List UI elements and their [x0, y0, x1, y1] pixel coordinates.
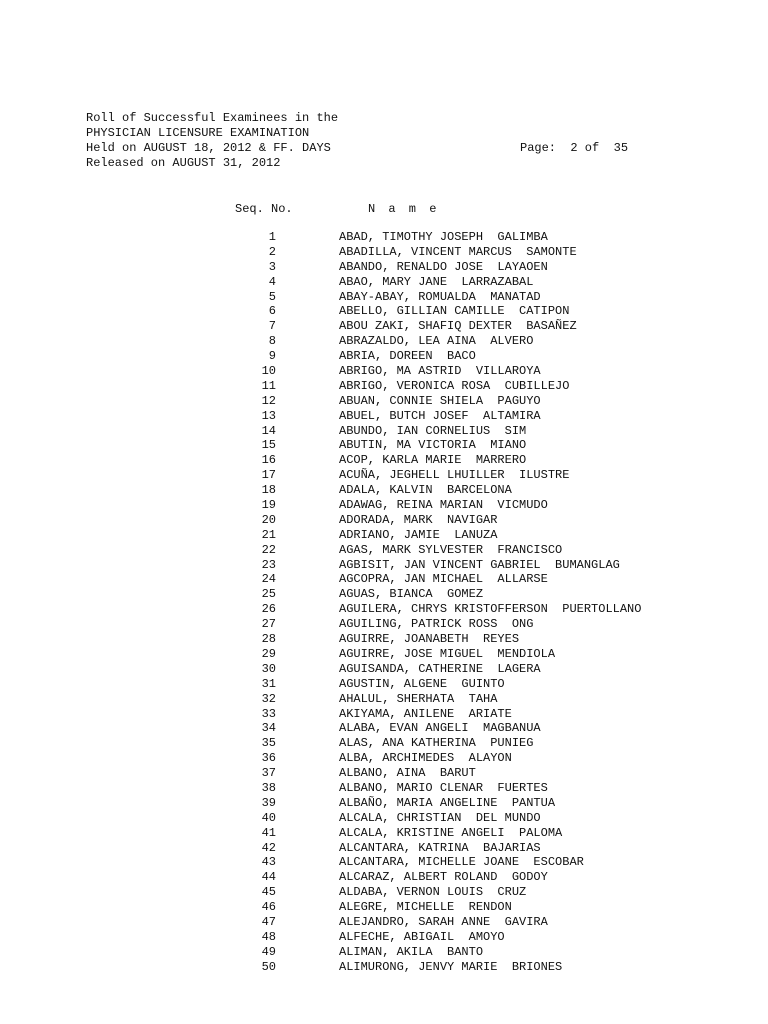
- examinee-name: ABAO, MARY JANE LARRAZABAL: [339, 274, 534, 289]
- examinee-row: [0, 930, 768, 945]
- seq-number: 22: [261, 542, 276, 557]
- examinee-row: [0, 468, 768, 483]
- examinee-row: [0, 513, 768, 528]
- examinee-name: ACUÑA, JEGHELL LHUILLER ILUSTRE: [339, 468, 570, 483]
- seq-number: 32: [261, 691, 276, 706]
- examinee-name: ABUEL, BUTCH JOSEF ALTAMIRA: [339, 408, 541, 423]
- seq-number: 26: [261, 602, 276, 617]
- examinee-name: ALEGRE, MICHELLE RENDON: [339, 900, 512, 915]
- seq-number: 13: [261, 408, 276, 423]
- seq-number: 15: [261, 438, 276, 453]
- seq-number: 37: [261, 766, 276, 781]
- examinee-name: AGUILING, PATRICK ROSS ONG: [339, 617, 534, 632]
- examinee-row: [0, 885, 768, 900]
- examinee-name: ALBA, ARCHIMEDES ALAYON: [339, 751, 512, 766]
- examinee-row: [0, 811, 768, 826]
- seq-number: 7: [268, 319, 276, 334]
- seq-number: 29: [261, 646, 276, 661]
- examinee-name: ALBAÑO, MARIA ANGELINE PANTUA: [339, 795, 556, 810]
- examinee-row: [0, 290, 768, 305]
- examinee-row: [0, 707, 768, 722]
- examinee-name: ALCANTARA, KATRINA BAJARIAS: [339, 840, 541, 855]
- seq-number: 3: [268, 259, 276, 274]
- examinee-row: [0, 736, 768, 751]
- examinee-row: [0, 855, 768, 870]
- seq-number: 19: [261, 498, 276, 513]
- examinee-row: [0, 662, 768, 677]
- seq-column-header: Seq. No.: [235, 202, 293, 216]
- seq-number: 50: [261, 959, 276, 974]
- examinee-name: AGUISANDA, CATHERINE LAGERA: [339, 661, 541, 676]
- examinee-name: AGUIRRE, JOSE MIGUEL MENDIOLA: [339, 646, 556, 661]
- examinee-row: [0, 960, 768, 975]
- seq-number: 16: [261, 453, 276, 468]
- examinee-row: [0, 721, 768, 736]
- examinee-row: [0, 751, 768, 766]
- examinee-row: [0, 945, 768, 960]
- examinee-name: ALBANO, AINA BARUT: [339, 766, 476, 781]
- examinee-row: [0, 647, 768, 662]
- name-column-header: N a m e: [368, 202, 440, 216]
- seq-number: 47: [261, 914, 276, 929]
- seq-number: 23: [261, 557, 276, 572]
- seq-number: 41: [261, 825, 276, 840]
- examinee-row: [0, 364, 768, 379]
- examinee-row: [0, 379, 768, 394]
- examinee-name: ABANDO, RENALDO JOSE LAYAOEN: [339, 259, 548, 274]
- examinee-row: [0, 349, 768, 364]
- seq-number: 31: [261, 676, 276, 691]
- examinee-name: ABRIGO, VERONICA ROSA CUBILLEJO: [339, 378, 570, 393]
- examinee-name: ABUNDO, IAN CORNELIUS SIM: [339, 423, 527, 438]
- examinee-name: AGCOPRA, JAN MICHAEL ALLARSE: [339, 572, 548, 587]
- examinee-name: ABRIA, DOREEN BACO: [339, 349, 476, 364]
- header-exam-dates: Held on AUGUST 18, 2012 & FF. DAYS: [86, 141, 331, 155]
- seq-number: 1: [268, 230, 276, 244]
- examinee-name: ALDABA, VERNON LOUIS CRUZ: [339, 885, 527, 900]
- examinee-row: [0, 870, 768, 885]
- examinee-name: AKIYAMA, ANILENE ARIATE: [339, 706, 512, 721]
- examinee-row: [0, 826, 768, 841]
- seq-number: 33: [261, 706, 276, 721]
- examinee-row: [0, 304, 768, 319]
- examinee-name: ALCANTARA, MICHELLE JOANE ESCOBAR: [339, 855, 584, 870]
- seq-number: 30: [261, 661, 276, 676]
- examinee-name: AGAS, MARK SYLVESTER FRANCISCO: [339, 542, 563, 557]
- examinee-row: [0, 260, 768, 275]
- examinee-name: ABAY-ABAY, ROMUALDA MANATAD: [339, 289, 541, 304]
- header-exam-name: PHYSICIAN LICENSURE EXAMINATION: [86, 126, 310, 140]
- seq-number: 14: [261, 423, 276, 438]
- examinee-name: AGUILERA, CHRYS KRISTOFFERSON PUERTOLLANO: [339, 602, 642, 617]
- seq-number: 27: [261, 617, 276, 632]
- seq-number: 12: [261, 393, 276, 408]
- page-indicator: Page: 2 of 35: [520, 141, 629, 155]
- examinee-name: AHALUL, SHERHATA TAHA: [339, 691, 498, 706]
- seq-number: 21: [261, 527, 276, 542]
- examinee-name: AGUSTIN, ALGENE GUINTO: [339, 676, 505, 691]
- seq-number: 36: [261, 751, 276, 766]
- seq-number: 9: [268, 349, 276, 364]
- seq-number: 24: [261, 572, 276, 587]
- examinee-row: [0, 319, 768, 334]
- examinee-row: [0, 692, 768, 707]
- examinee-row: [0, 587, 768, 602]
- examinee-row: [0, 617, 768, 632]
- seq-number: 42: [261, 840, 276, 855]
- examinee-name: AGUAS, BIANCA GOMEZ: [339, 587, 484, 602]
- examinee-name: ABELLO, GILLIAN CAMILLE CATIPON: [339, 304, 570, 319]
- examinee-name: ALBANO, MARIO CLENAR FUERTES: [339, 780, 548, 795]
- seq-number: 45: [261, 885, 276, 900]
- seq-number: 38: [261, 780, 276, 795]
- seq-number: 20: [261, 512, 276, 527]
- examinee-row: [0, 841, 768, 856]
- seq-number: 40: [261, 810, 276, 825]
- seq-number: 6: [268, 304, 276, 319]
- examinee-name: ADORADA, MARK NAVIGAR: [339, 512, 498, 527]
- examinee-row: [0, 409, 768, 424]
- examinee-name: ABUAN, CONNIE SHIELA PAGUYO: [339, 393, 541, 408]
- examinee-row: [0, 572, 768, 587]
- examinee-name: ABAD, TIMOTHY JOSEPH GALIMBA: [339, 230, 548, 244]
- examinee-row: [0, 915, 768, 930]
- examinee-row: [0, 677, 768, 692]
- examinee-name: ABOU ZAKI, SHAFIQ DEXTER BASAÑEZ: [339, 319, 577, 334]
- examinee-row: [0, 796, 768, 811]
- examinee-name: ADAWAG, REINA MARIAN VICMUDO: [339, 498, 548, 513]
- examinee-row: [0, 245, 768, 260]
- seq-number: 39: [261, 795, 276, 810]
- examinee-row: [0, 781, 768, 796]
- examinee-row: [0, 334, 768, 349]
- seq-number: 5: [268, 289, 276, 304]
- examinee-name: ALEJANDRO, SARAH ANNE GAVIRA: [339, 914, 548, 929]
- examinee-name: ABADILLA, VINCENT MARCUS SAMONTE: [339, 244, 577, 259]
- header-release-date: Released on AUGUST 31, 2012: [86, 156, 281, 170]
- seq-number: 34: [261, 721, 276, 736]
- examinee-name: ALIMURONG, JENVY MARIE BRIONES: [339, 959, 563, 974]
- examinee-name: ALABA, EVAN ANGELI MAGBANUA: [339, 721, 541, 736]
- examinee-row: [0, 424, 768, 439]
- examinee-row: [0, 275, 768, 290]
- examinee-row: [0, 453, 768, 468]
- examinee-row: [0, 230, 768, 245]
- examinee-row: [0, 766, 768, 781]
- header-title: Roll of Successful Examinees in the: [86, 111, 339, 125]
- examinee-name: ADRIANO, JAMIE LANUZA: [339, 527, 498, 542]
- seq-number: 35: [261, 736, 276, 751]
- examinee-name: AGBISIT, JAN VINCENT GABRIEL BUMANGLAG: [339, 557, 620, 572]
- examinee-name: ALIMAN, AKILA BANTO: [339, 944, 484, 959]
- examinee-name: ALFECHE, ABIGAIL AMOYO: [339, 929, 505, 944]
- examinee-name: ACOP, KARLA MARIE MARRERO: [339, 453, 527, 468]
- examinee-name: AGUIRRE, JOANABETH REYES: [339, 632, 520, 647]
- examinee-row: [0, 438, 768, 453]
- examinee-name: ABRAZALDO, LEA AINA ALVERO: [339, 334, 534, 349]
- seq-number: 43: [261, 855, 276, 870]
- examinee-name: ALAS, ANA KATHERINA PUNIEG: [339, 736, 534, 751]
- examinee-row: [0, 543, 768, 558]
- seq-number: 25: [261, 587, 276, 602]
- seq-number: 11: [261, 378, 276, 393]
- examinee-row: [0, 632, 768, 647]
- examinee-name: ALCALA, KRISTINE ANGELI PALOMA: [339, 825, 563, 840]
- examinee-name: ALCALA, CHRISTIAN DEL MUNDO: [339, 810, 541, 825]
- examinee-row: [0, 900, 768, 915]
- seq-number: 49: [261, 944, 276, 959]
- examinee-row: [0, 558, 768, 573]
- examinee-name: ABUTIN, MA VICTORIA MIANO: [339, 438, 527, 453]
- seq-number: 46: [261, 900, 276, 915]
- seq-number: 28: [261, 632, 276, 647]
- seq-number: 44: [261, 870, 276, 885]
- seq-number: 4: [268, 274, 276, 289]
- examinee-row: [0, 528, 768, 543]
- examinee-row: [0, 602, 768, 617]
- examinee-row: [0, 498, 768, 513]
- seq-number: 17: [261, 468, 276, 483]
- examinee-name: ADALA, KALVIN BARCELONA: [339, 483, 512, 498]
- seq-number: 8: [268, 334, 276, 349]
- seq-number: 18: [261, 483, 276, 498]
- examinee-name: ABRIGO, MA ASTRID VILLAROYA: [339, 364, 541, 379]
- seq-number: 2: [268, 244, 276, 259]
- examinee-row: [0, 483, 768, 498]
- seq-number: 10: [261, 364, 276, 379]
- seq-number: 48: [261, 929, 276, 944]
- examinee-list: [0, 230, 768, 975]
- document-header: [86, 111, 338, 171]
- examinee-name: ALCARAZ, ALBERT ROLAND GODOY: [339, 870, 548, 885]
- examinee-row: [0, 394, 768, 409]
